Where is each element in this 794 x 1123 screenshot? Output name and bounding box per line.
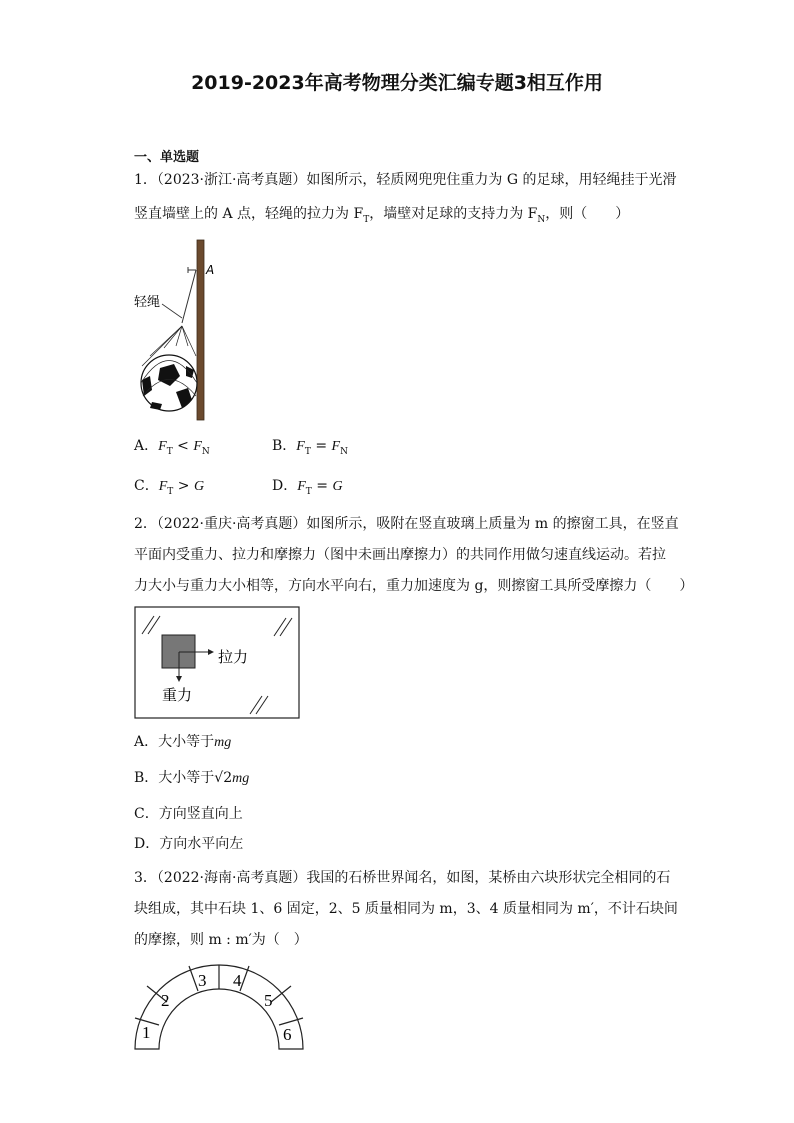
q1-option-d[interactable]: D．$F_T = G$ — [272, 478, 343, 497]
q2-figure — [134, 606, 300, 720]
page-title: 2019-2023年高考物理分类汇编专题3相互作用 — [191, 72, 603, 94]
block-label-2: 2 — [161, 991, 170, 1010]
rope-leader — [162, 304, 182, 318]
rope — [182, 270, 196, 323]
q2-option-d[interactable]: D．方向水平向左 — [134, 836, 244, 852]
q2-stem-line2: 平面内受重力、拉力和摩擦力（图中未画出摩擦力）的共同作用做匀速直线运动。若拉 — [134, 547, 666, 563]
q1-figure — [130, 238, 230, 423]
q2-stem-line3: 力大小与重力大小相等，方向水平向右，重力加速度为 g，则擦窗工具所受摩擦力（ ） — [134, 578, 694, 594]
point-a-label: A — [206, 263, 215, 277]
pull-label: 拉力 — [218, 648, 249, 666]
block-label-3: 3 — [198, 971, 207, 990]
wall — [197, 240, 204, 420]
q3-figure — [134, 964, 304, 1054]
q3-stem-line2: 块组成，其中石块 1、6 固定，2、5 质量相同为 m，3、4 质量相同为 m′，不计石块间 — [134, 901, 678, 917]
q1-option-a[interactable]: A．$F_T < F_N$ — [134, 438, 210, 457]
glass-pane — [135, 607, 299, 718]
block-label-6: 6 — [283, 1025, 292, 1044]
q2-option-a[interactable]: A．大小等于mg — [134, 734, 232, 750]
q1-stem-line2: 竖直墙壁上的 A 点，轻绳的拉力为 $F_T$，墙壁对足球的支持力为 $F_N$，则（ ） — [134, 206, 630, 225]
block-label-4: 4 — [233, 971, 242, 990]
q1-option-c[interactable]: C．$F_T > G$ — [134, 478, 205, 497]
q2-option-b[interactable]: B．大小等于√2mg — [134, 770, 250, 786]
q2-stem-line1: 2．（2022·重庆·高考真题）如图所示，吸附在竖直玻璃上质量为 m 的擦窗工具，在竖直 — [134, 516, 679, 532]
q3-stem-line3: 的摩擦，则 m : m′为（ ） — [134, 932, 308, 948]
rope-label: 轻绳 — [134, 295, 161, 310]
q1-option-b[interactable]: B．$F_T = F_N$ — [272, 438, 348, 457]
q3-stem-line1: 3．（2022·海南·高考真题）我国的石桥世界闻名，如图，某桥由六块形状完全相同的石 — [134, 870, 671, 886]
q1-stem-line1: 1．（2023·浙江·高考真题）如图所示，轻质网兜兜住重力为 G 的足球，用轻绳挂于光滑 — [134, 172, 677, 188]
block-label-5: 5 — [264, 991, 273, 1010]
section-heading: 一、单选题 — [134, 150, 200, 165]
gravity-label: 重力 — [162, 686, 193, 704]
block-label-1: 1 — [142, 1023, 151, 1042]
q2-option-c[interactable]: C．方向竖直向上 — [134, 806, 243, 822]
